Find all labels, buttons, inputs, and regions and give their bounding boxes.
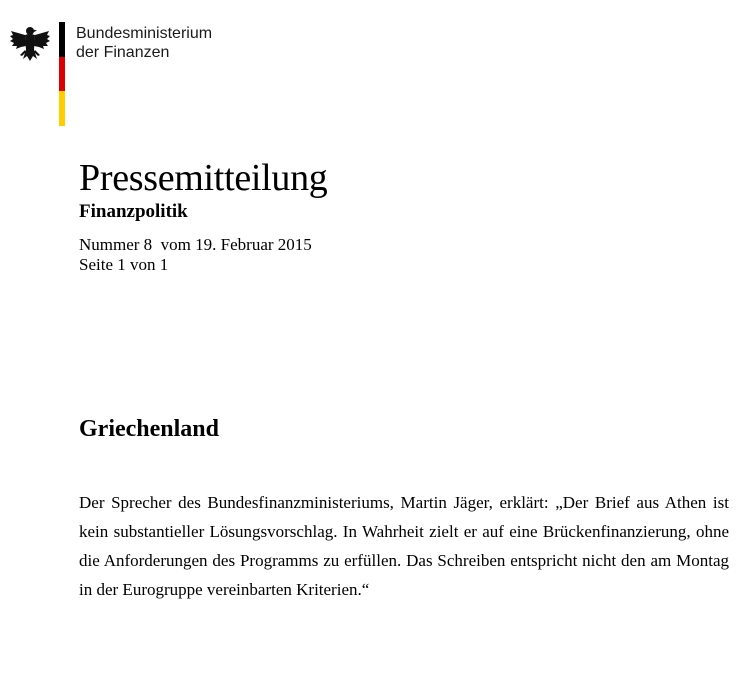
article-body: Der Sprecher des Bundesfinanzministeriums, Martin Jäger, erklärt: „Der Brief aus Athen ist kein substantieller Lösungsvorschlag. In Wahrheit zielt er auf eine Brückenfinanzierung, ohne die Anforderungen des Programms zu erfüllen. Das Schreiben entspricht nicht den am Montag in der Eurogruppe vereinbarten Kriterien.“ <box>79 493 729 599</box>
article-heading: Griechenland <box>79 416 220 442</box>
page-count: Seite 1 von 1 <box>79 255 169 274</box>
issue-number: Nummer 8 vom 19. Februar 2015 <box>79 235 312 254</box>
page-subtitle: Finanzpolitik <box>79 201 188 222</box>
flag-stripe-black <box>59 22 65 57</box>
flag-bar <box>59 22 65 126</box>
ministry-logo <box>8 22 258 132</box>
flag-stripe-red <box>59 57 65 92</box>
federal-eagle-icon <box>8 22 52 66</box>
page-title: Pressemitteilung <box>79 157 328 199</box>
flag-stripe-gold <box>59 91 65 126</box>
press-header <box>79 156 328 275</box>
ministry-name-line1: Bundesministerium <box>76 25 213 42</box>
ministry-name <box>76 24 212 62</box>
ministry-name-line2: der Finanzen <box>76 44 170 61</box>
